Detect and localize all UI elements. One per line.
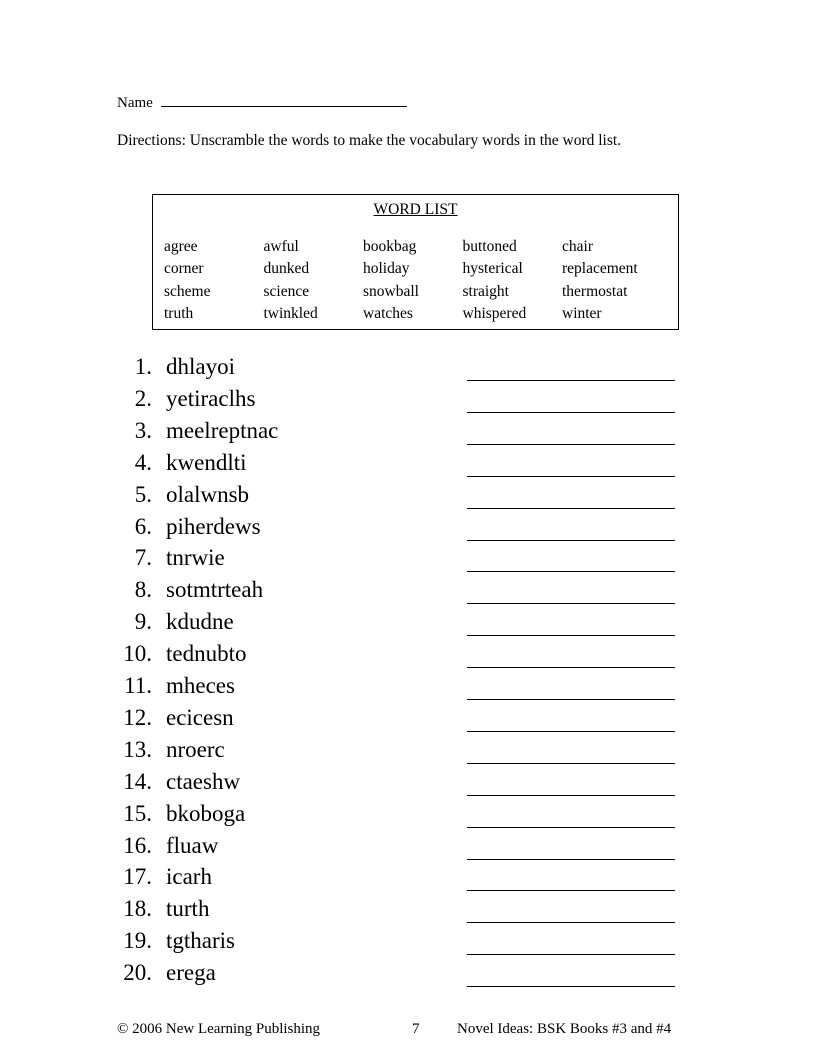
word-list-item: awful (263, 238, 299, 255)
answer-blank-line[interactable] (467, 699, 675, 700)
word-list-item: watches (363, 304, 413, 322)
scrambled-word: sotmtrteah (166, 577, 264, 603)
problem-number: 12. (123, 704, 152, 730)
word-list-item: buttoned (462, 238, 517, 255)
directions-text: Directions: Unscramble the words to make the vocabulary words in the word list. (117, 132, 622, 149)
problem-row (0, 735, 816, 767)
word-list-item: science (263, 282, 310, 300)
problem-row (0, 799, 816, 831)
answer-blank-line[interactable] (467, 380, 675, 381)
answer-blank-line[interactable] (467, 540, 675, 541)
word-list-item: winter (562, 304, 602, 322)
answer-blank-line[interactable] (467, 795, 675, 796)
word-list-item: bookbag (363, 238, 417, 255)
scrambled-word: tnrwie (166, 545, 225, 571)
problem-number: 7. (134, 545, 152, 571)
word-list-row (164, 258, 662, 280)
word-list-row (164, 303, 662, 325)
problem-row (0, 958, 816, 990)
name-field-row (117, 92, 407, 112)
problem-number: 17. (123, 864, 152, 890)
problem-number: 10. (123, 641, 152, 667)
answer-blank-line[interactable] (467, 444, 675, 445)
problem-number: 20. (123, 960, 152, 986)
answer-blank-line[interactable] (467, 859, 675, 860)
scrambled-word: dhlayoi (166, 354, 235, 379)
answer-blank-line[interactable] (467, 827, 675, 828)
answer-blank-line[interactable] (467, 508, 675, 509)
word-list-item: scheme (164, 282, 211, 300)
answer-blank-line[interactable] (467, 635, 675, 636)
scrambled-word: olalwnsb (166, 481, 250, 507)
word-list-item: dunked (263, 260, 310, 278)
word-list-item: corner (164, 260, 204, 278)
problem-row (0, 767, 816, 799)
scrambled-word: ctaeshw (166, 768, 241, 794)
word-list-title: WORD LIST (373, 201, 458, 218)
scrambled-word: fluaw (166, 832, 219, 858)
scrambled-word: icarh (166, 864, 212, 890)
answer-blank-line[interactable] (467, 890, 675, 891)
problem-row (0, 894, 816, 926)
word-list-item: straight (462, 282, 509, 300)
problem-row (0, 703, 816, 735)
problem-number: 15. (123, 800, 152, 826)
problem-row (0, 575, 816, 607)
name-label: Name (117, 95, 153, 111)
problem-row (0, 862, 816, 894)
problem-row (0, 831, 816, 863)
scrambled-word: kwendlti (166, 449, 247, 475)
problem-number: 19. (123, 928, 152, 954)
word-list-grid (164, 236, 662, 325)
problem-row (0, 512, 816, 544)
scrambled-word: ecicesn (166, 704, 234, 730)
scrambled-word: kdudne (166, 609, 234, 635)
scrambled-word: meelreptnac (166, 417, 279, 443)
footer-page-number: 7 (412, 1021, 420, 1037)
problem-number: 8. (134, 577, 152, 603)
problem-number: 16. (123, 832, 152, 858)
word-list-item: holiday (363, 260, 410, 278)
word-list-item: whispered (462, 304, 527, 322)
scrambled-word: piherdews (166, 513, 261, 539)
problem-row (0, 480, 816, 512)
problem-row (0, 639, 816, 671)
word-list-box (152, 194, 679, 330)
problem-row (0, 671, 816, 703)
word-list-item: twinkled (263, 304, 318, 322)
scrambled-word: yetiraclhs (166, 385, 256, 411)
problem-number: 2. (134, 385, 152, 411)
problem-row (0, 352, 816, 384)
word-list-item: thermostat (562, 282, 628, 300)
scrambled-word: mheces (166, 673, 235, 698)
scrambled-word: tednubto (166, 641, 247, 667)
problem-number: 1. (134, 354, 152, 379)
answer-blank-line[interactable] (467, 763, 675, 764)
scrambled-word: bkoboga (166, 800, 246, 826)
answer-blank-line[interactable] (467, 922, 675, 923)
word-list-item: chair (562, 238, 593, 255)
answer-blank-line[interactable] (467, 954, 675, 955)
scrambled-word: tgtharis (166, 928, 235, 954)
problem-number: 6. (134, 513, 152, 539)
problem-number: 11. (124, 673, 152, 698)
word-list-item: agree (164, 238, 198, 255)
word-list-item: replacement (562, 260, 638, 278)
problem-number: 3. (134, 417, 152, 443)
word-list-item: truth (164, 304, 194, 322)
problem-row (0, 607, 816, 639)
problem-number: 4. (134, 449, 152, 475)
answer-blank-line[interactable] (467, 412, 675, 413)
word-list-row (164, 236, 662, 258)
problem-number: 13. (123, 736, 152, 762)
word-list-item: hysterical (462, 260, 523, 278)
problem-row (0, 926, 816, 958)
footer-series-title: Novel Ideas: BSK Books #3 and #4 (457, 1021, 672, 1037)
scrambled-word: turth (166, 896, 210, 922)
scrambled-word: nroerc (166, 736, 225, 762)
word-list-row (164, 281, 662, 303)
problem-row (0, 384, 816, 416)
name-blank-line[interactable] (161, 92, 407, 107)
word-list-item: snowball (363, 282, 419, 300)
problem-number: 9. (134, 609, 152, 635)
answer-blank-line[interactable] (467, 603, 675, 604)
problem-row (0, 543, 816, 575)
answer-blank-line[interactable] (467, 731, 675, 732)
footer-copyright: © 2006 New Learning Publishing (117, 1021, 321, 1037)
problem-number: 5. (134, 481, 152, 507)
problem-row (0, 416, 816, 448)
answer-blank-line[interactable] (467, 986, 675, 987)
answer-blank-line[interactable] (467, 571, 675, 572)
problem-number: 14. (123, 768, 152, 794)
problem-number: 18. (123, 896, 152, 922)
problem-row (0, 448, 816, 480)
answer-blank-line[interactable] (467, 476, 675, 477)
scrambled-word: erega (166, 960, 216, 986)
answer-blank-line[interactable] (467, 667, 675, 668)
